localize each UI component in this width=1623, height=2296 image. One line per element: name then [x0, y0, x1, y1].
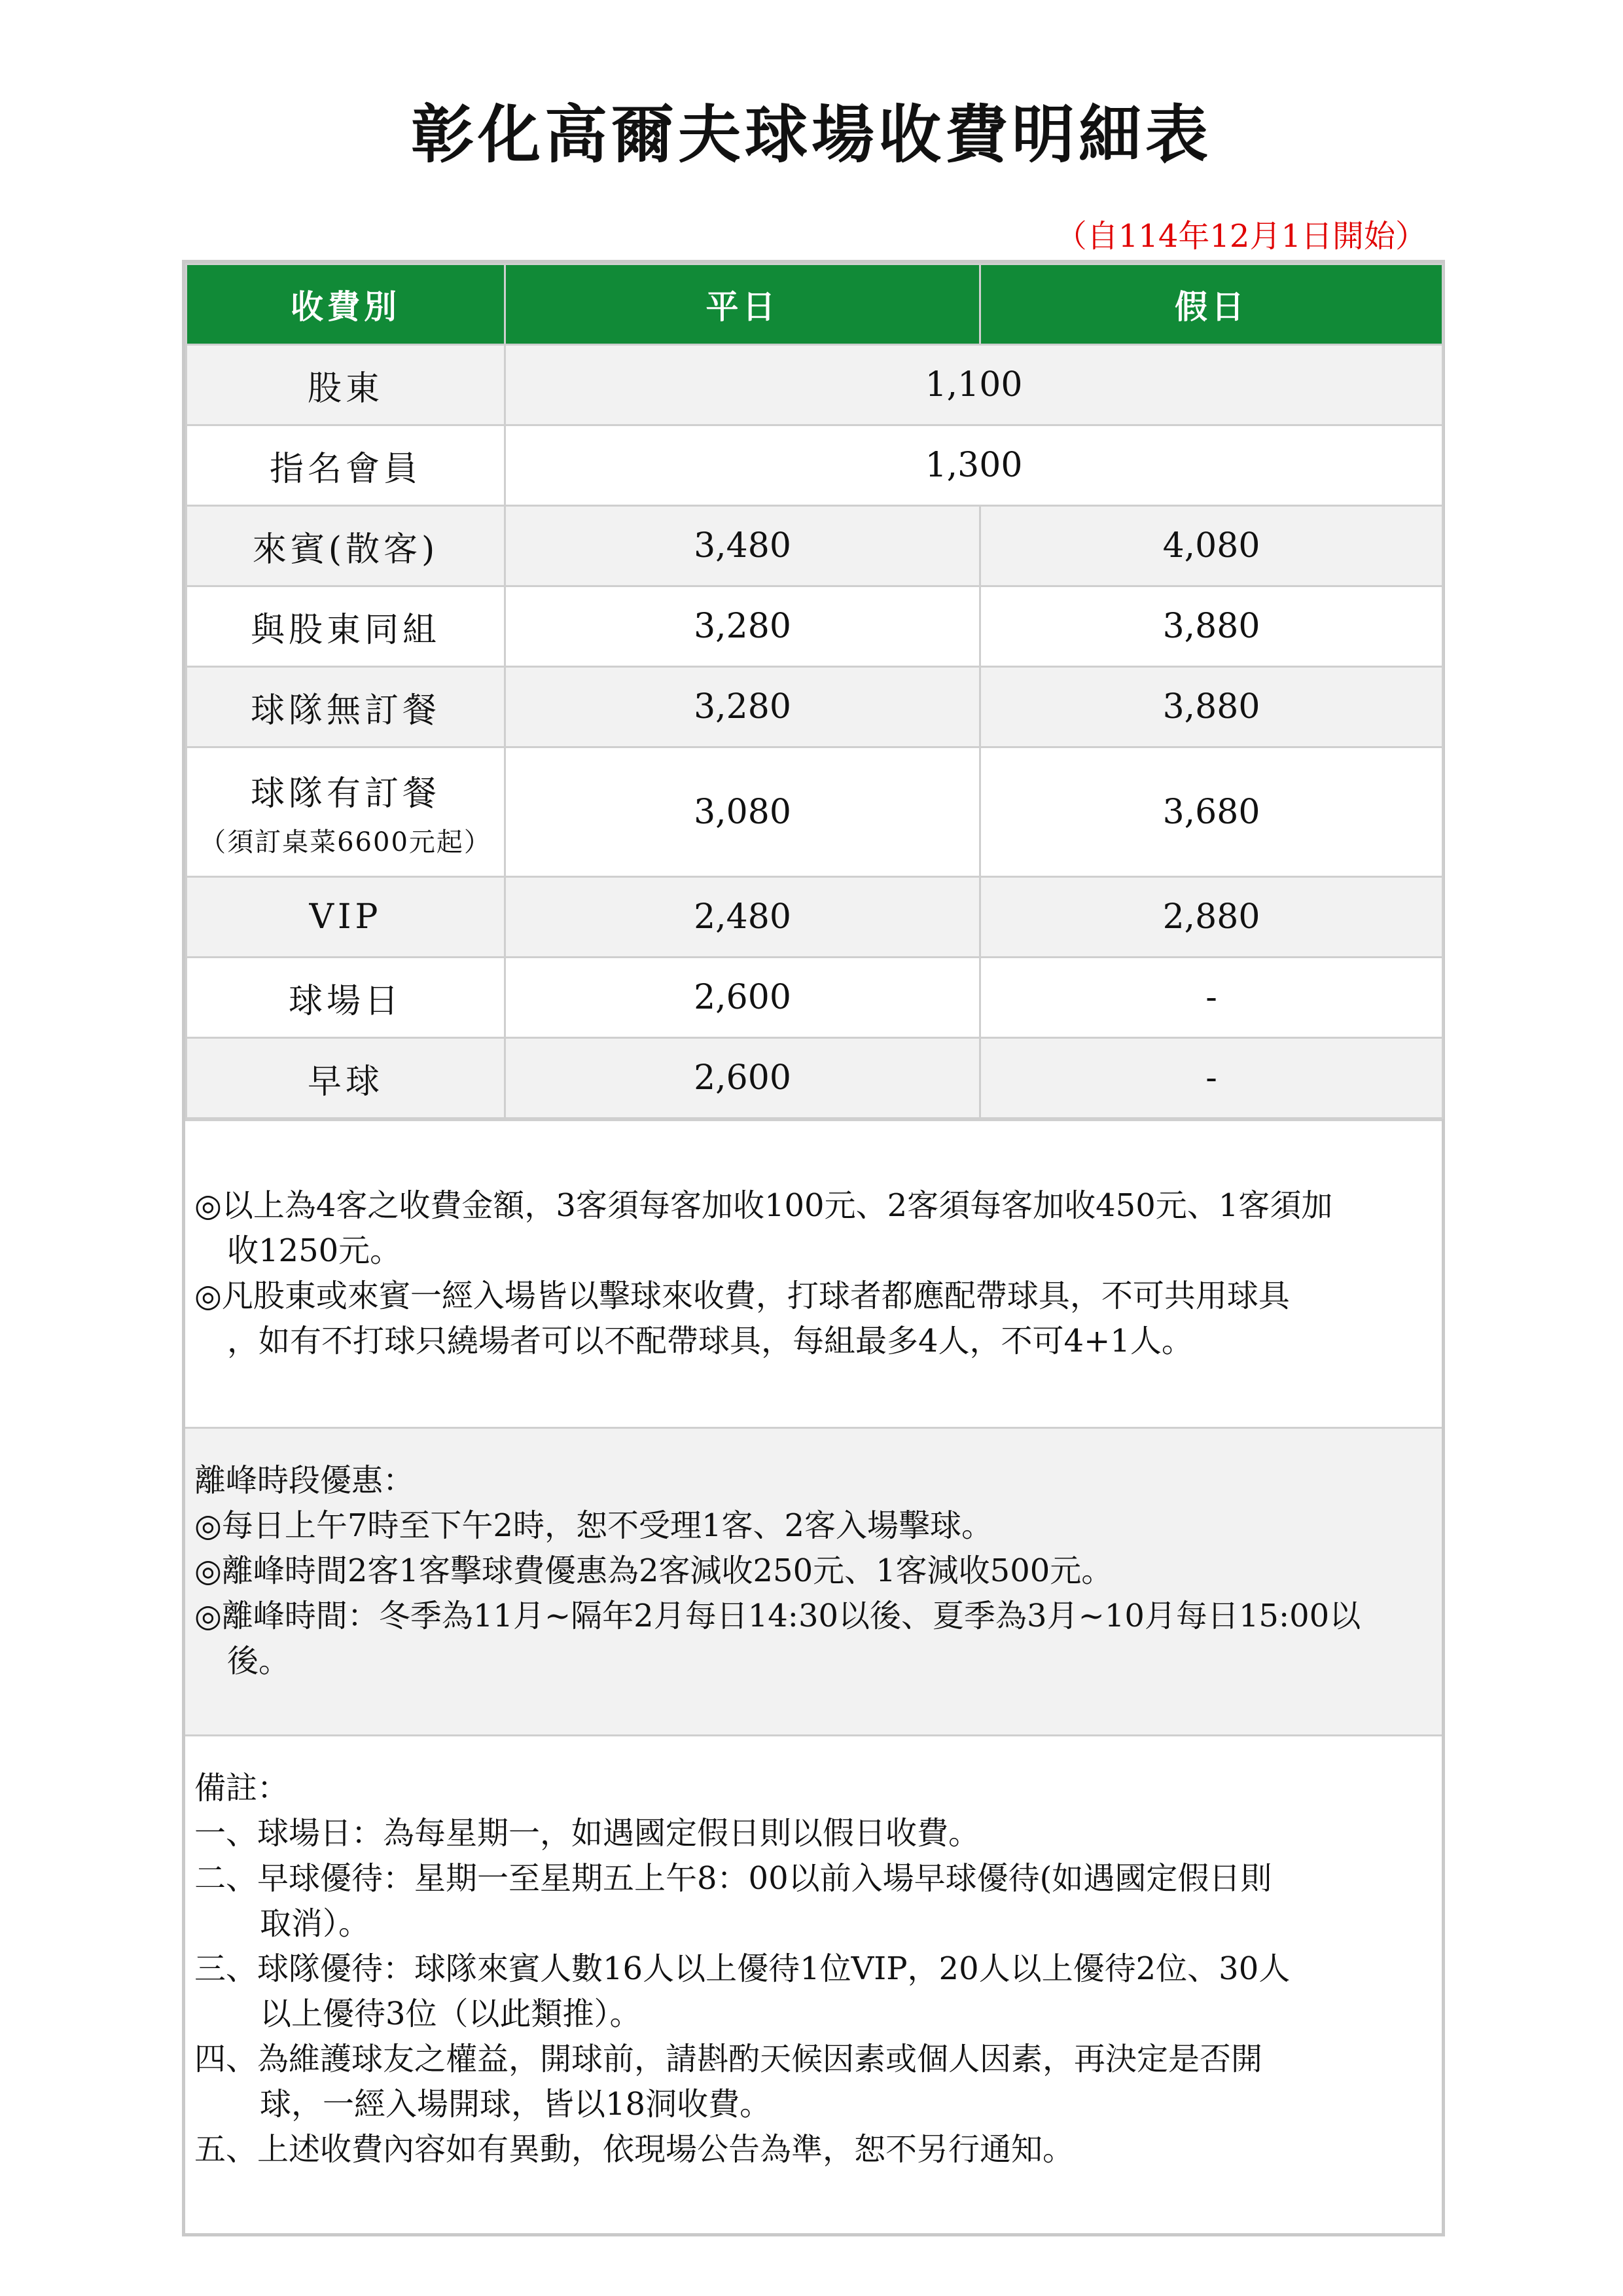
row-price-merged: 1,300 [505, 425, 1443, 506]
row-price-holiday: 3,880 [980, 667, 1443, 747]
offpeak-item: ◎離峰時間：冬季為11月~隔年2月每日14:30以後、夏季為3月~10月每日15:00以 [194, 1598, 1361, 1634]
row-category: VIP [187, 877, 505, 958]
effective-date: （自114年12月1日開始） [1055, 218, 1427, 255]
row-price-weekday: 2,480 [505, 877, 980, 958]
table-row [187, 586, 1443, 667]
header-category: 收費別 [187, 264, 505, 345]
remark-item: 一、球場日：為每星期一，如遇國定假日則以假日收費。 [194, 1815, 980, 1852]
row-price-weekday: 3,280 [505, 586, 980, 667]
table-row [187, 1038, 1443, 1119]
row-category: 股東 [187, 345, 505, 425]
remark-item: 三、球隊優待：球隊來賓人數16人以上優待1位VIP，20人以上優待2位、30人 [194, 1950, 1291, 1987]
page-title: 彰化高爾夫球場收費明細表 [411, 98, 1212, 171]
row-price-holiday: 2,880 [980, 877, 1443, 958]
offpeak-item-continued: 後。 [227, 1643, 291, 1679]
note-line-continued: 收1250元。 [227, 1232, 402, 1269]
offpeak-section [185, 1427, 1442, 1734]
table-row [187, 958, 1443, 1038]
row-category-cell [187, 747, 505, 877]
remark-item: 二、早球優待：星期一至星期五上午8：00以前入場早球優待(如遇國定假日則 [194, 1860, 1272, 1897]
row-price-holiday: 3,880 [980, 586, 1443, 667]
remarks-section [185, 1734, 1442, 2172]
row-price-weekday: 3,080 [505, 747, 980, 877]
offpeak-heading: 離峰時段優惠： [194, 1462, 415, 1499]
table-row [187, 506, 1443, 586]
table-row [187, 747, 1443, 877]
row-price-holiday: - [980, 958, 1443, 1038]
row-price-weekday: 2,600 [505, 1038, 980, 1119]
remark-item: 四、為維護球友之權益，開球前，請斟酌天候因素或個人因素，再決定是否開 [194, 2041, 1263, 2077]
remark-item-continued: 取消）。 [260, 1905, 370, 1942]
remark-item-continued: 球，一經入場開球，皆以18洞收費。 [260, 2086, 772, 2123]
note-line-continued: ，如有不打球只繞場者可以不配帶球具，每組最多4人，不可4+1人。 [227, 1323, 1193, 1359]
header-holiday: 假日 [980, 264, 1443, 345]
row-category: 指名會員 [187, 425, 505, 506]
fee-table [185, 263, 1444, 1119]
fee-sheet [182, 260, 1445, 2236]
row-price-weekday: 3,480 [505, 506, 980, 586]
remarks-heading: 備註： [194, 1770, 289, 1806]
row-category: 球隊無訂餐 [187, 667, 505, 747]
offpeak-item: ◎每日上午7時至下午2時，恕不受理1客、2客入場擊球。 [194, 1507, 993, 1544]
row-category: 來賓(散客) [187, 506, 505, 586]
row-price-weekday: 2,600 [505, 958, 980, 1038]
table-row [187, 877, 1443, 958]
row-price-holiday: - [980, 1038, 1443, 1119]
row-category: 與股東同組 [187, 586, 505, 667]
row-price-holiday: 3,680 [980, 747, 1443, 877]
remark-item-continued: 以上優待3位（以此類推）。 [260, 1996, 641, 2032]
row-category-subnote: （須訂桌菜6600元起） [200, 827, 491, 857]
row-price-weekday: 3,280 [505, 667, 980, 747]
row-category: 球隊有訂餐 [250, 774, 440, 814]
row-category: 球場日 [187, 958, 505, 1038]
table-row [187, 667, 1443, 747]
remark-item: 五、上述收費內容如有異動，依現場公告為準，恕不另行通知。 [194, 2131, 1075, 2168]
table-row [187, 345, 1443, 425]
general-notes [185, 1119, 1442, 1427]
row-price-merged: 1,100 [505, 345, 1443, 425]
note-line: ◎以上為4客之收費金額，3客須每客加收100元、2客須每客加收450元、1客須加 [194, 1187, 1333, 1224]
row-price-holiday: 4,080 [980, 506, 1443, 586]
row-category: 早球 [187, 1038, 505, 1119]
table-row [187, 425, 1443, 506]
table-header-row [187, 264, 1443, 345]
offpeak-item: ◎離峰時間2客1客擊球費優惠為2客減收250元、1客減收500元。 [194, 1552, 1113, 1589]
header-weekday: 平日 [505, 264, 980, 345]
note-line: ◎凡股東或來賓一經入場皆以擊球來收費，打球者都應配帶球具，不可共用球具 [194, 1278, 1290, 1314]
